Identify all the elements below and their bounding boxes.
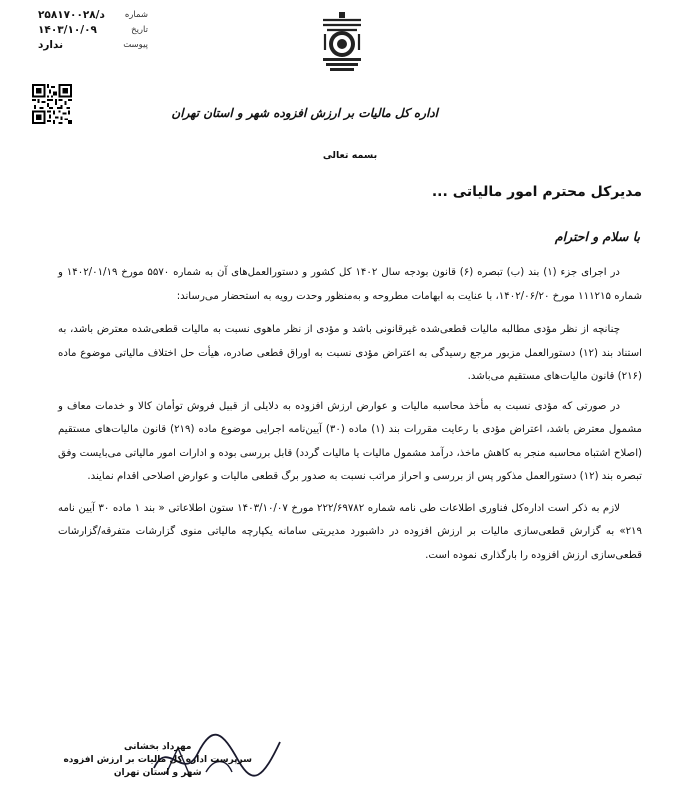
organization-title: اداره کل مالیات بر ارزش افزوده شهر و استان تهران	[171, 106, 438, 120]
date-row	[38, 23, 148, 38]
body-paragraph: در اجرای جزء (۱) بند (ب) تبصره (۶) قانون بودجه سال ۱۴۰۲ کل کشور و دستورالعمل‌های آن به شماره ۵۵۷۰ مورخ ۱۴۰۲/۰۱/۱۹ و شماره ۱۱۱۲۱۵ مورخ ۱۴۰۲/۰۶/۲۰، با عنایت به ابهامات مطروحه و به‌منظور وحدت رویه به استحضار می‌رساند:	[58, 267, 642, 302]
date-label: تاریخ	[131, 25, 148, 35]
recipient-line: مدیرکل محترم امور مالیاتی ...	[431, 184, 642, 200]
qr-code-icon	[32, 84, 72, 124]
invocation-text: بسمه تعالی	[322, 150, 378, 161]
greeting-line: با سلام و احترام	[554, 229, 640, 244]
attachment-value: ندارد	[38, 39, 64, 51]
signatory-name: مهرداد بخشانی	[124, 742, 192, 752]
number-row	[38, 8, 148, 23]
body-paragraph: چنانچه از نظر مؤدی مطالبه مالیات قطعی‌شده غیرقانونی باشد و مؤدی از نظر ماهوی نسبت به مالیات قطعی‌شده معترض باشد، به استناد بند (۱۲) دستورالعمل مزبور مرجع رسیدگی به اعتراض مؤدی نسبت به اوراق قطعی صادره، هیأت حل اختلاف مالیاتی موضوع ماده (۲۱۶) قانون مالیات‌های مستقیم می‌باشد.	[58, 324, 642, 382]
number-value: ۲۵۸۱۷۰۰۲۸/د	[38, 9, 105, 21]
body-paragraph: در صورتی که مؤدی نسبت به مأخذ محاسبه مالیات و عوارض ارزش افزوده به دلایلی از قبیل فروش توأمان کالا و خدمات معاف و مشمول معترض باشد، اعتراض مؤدی با رعایت مقررات بند (۱) ماده (۳۰) آیین‌نامه اجرایی موضوع ماده (۲۱۹) قانون مالیات‌های مستقیم (اصلاح اشتباه محاسبه منجر به کاهش ماخذ، درآمد مشمول مالیات یا مالیات گردد) قابل بررسی بوده و ادارات امور مالیاتی می‌بایست وفق تبصره بند (۱۲) دستورالعمل مذکور پس از بررسی و احراز مراتب نسبت به صدور برگ قطعی مالیات و عوارض اصلاحی اقدام نمایند.	[58, 400, 642, 482]
tax-organization-emblem-icon	[319, 10, 365, 74]
signatory-unit: شهر و استان تهران	[113, 768, 202, 778]
letter-meta	[38, 8, 148, 53]
attachment-row	[38, 38, 148, 53]
date-value: ۱۴۰۳/۱۰/۰۹	[38, 24, 97, 36]
letter-body	[58, 261, 642, 567]
attachment-label: پیوست	[123, 40, 148, 50]
number-label: شماره	[124, 10, 148, 20]
signature-block	[63, 741, 252, 780]
body-paragraph: لازم به ذکر است اداره‌کل فناوری اطلاعات طی نامه شماره ۲۲۲/۶۹۷۸۲ مورخ ۱۴۰۳/۱۰/۰۷ ستون اطلاعاتی « بند ۱ ماده ۳۰ آیین نامه ۲۱۹» به گزارش قطعی‌سازی مالیات بر ارزش افزوده در داشبورد مدیریتی سامانه یکپارچه مالیاتی منوی گزارشات متفرقه/گزارشات قطعی‌سازی ارزش افزوده را بارگذاری نموده است.	[58, 502, 642, 561]
signatory-title: سرپرست اداره کل مالیات بر ارزش افزوده	[63, 755, 252, 765]
